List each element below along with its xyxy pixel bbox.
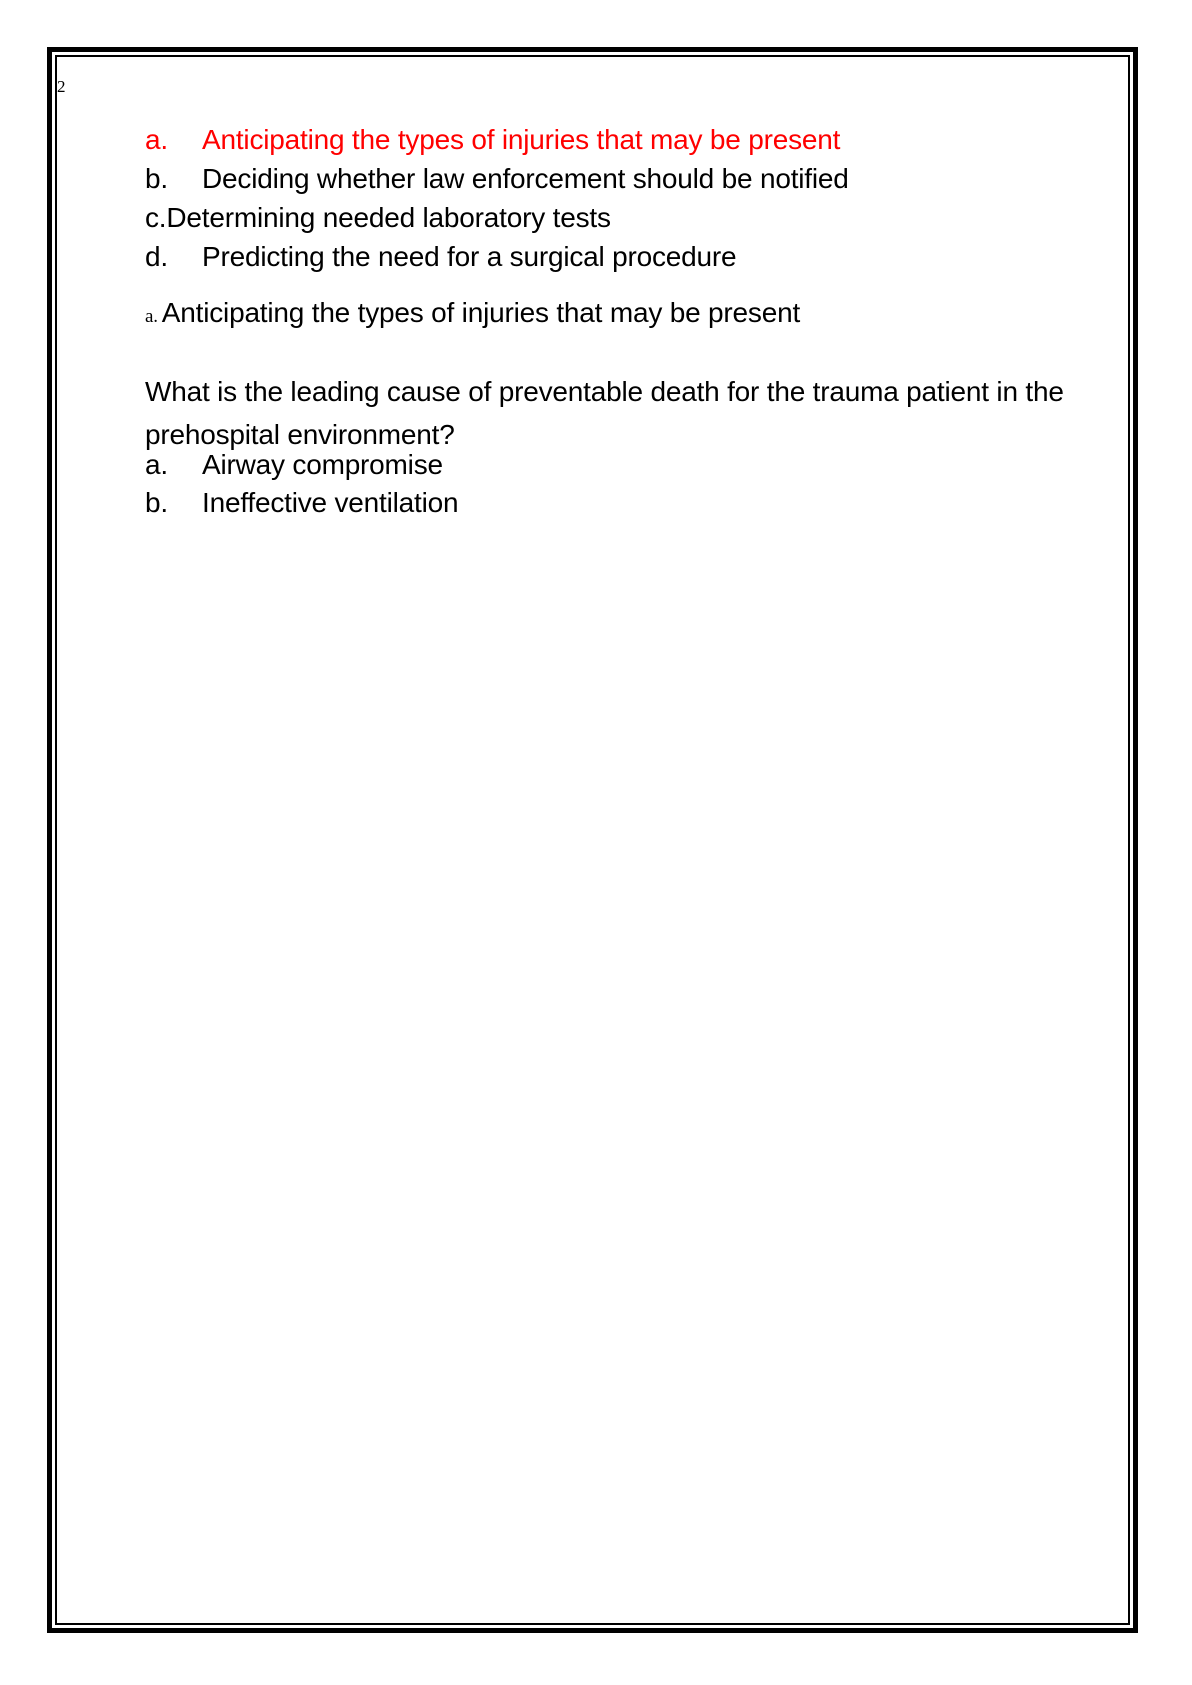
option-text: Deciding whether law enforcement should be notified — [202, 163, 849, 194]
page-number: 2 — [57, 77, 66, 96]
answer-line — [145, 297, 800, 329]
answer-marker: a. — [145, 306, 158, 327]
option-marker: d. — [145, 241, 168, 272]
option-marker: c. — [145, 202, 167, 233]
option-d — [145, 241, 736, 273]
page-border-inner — [55, 55, 1130, 1625]
option-text: Determining needed laboratory tests — [166, 202, 611, 233]
option-text: Airway compromise — [202, 449, 443, 480]
option-b — [145, 163, 849, 195]
answer-text: Anticipating the types of injuries that may be present — [161, 297, 801, 328]
option-a-highlighted — [145, 124, 840, 156]
question-option-b — [145, 487, 458, 519]
option-marker: b. — [145, 487, 168, 518]
option-text: Anticipating the types of injuries that may be present — [202, 124, 841, 155]
option-marker: a. — [145, 124, 168, 155]
option-text: Ineffective ventilation — [202, 487, 459, 518]
option-marker: b. — [145, 163, 168, 194]
question-option-a — [145, 449, 443, 481]
option-c — [145, 202, 611, 234]
question-text: What is the leading cause of preventable death for the trauma patient in the prehospital environment? — [145, 376, 1064, 450]
option-marker: a. — [145, 449, 168, 480]
option-text: Predicting the need for a surgical procedure — [202, 241, 737, 272]
